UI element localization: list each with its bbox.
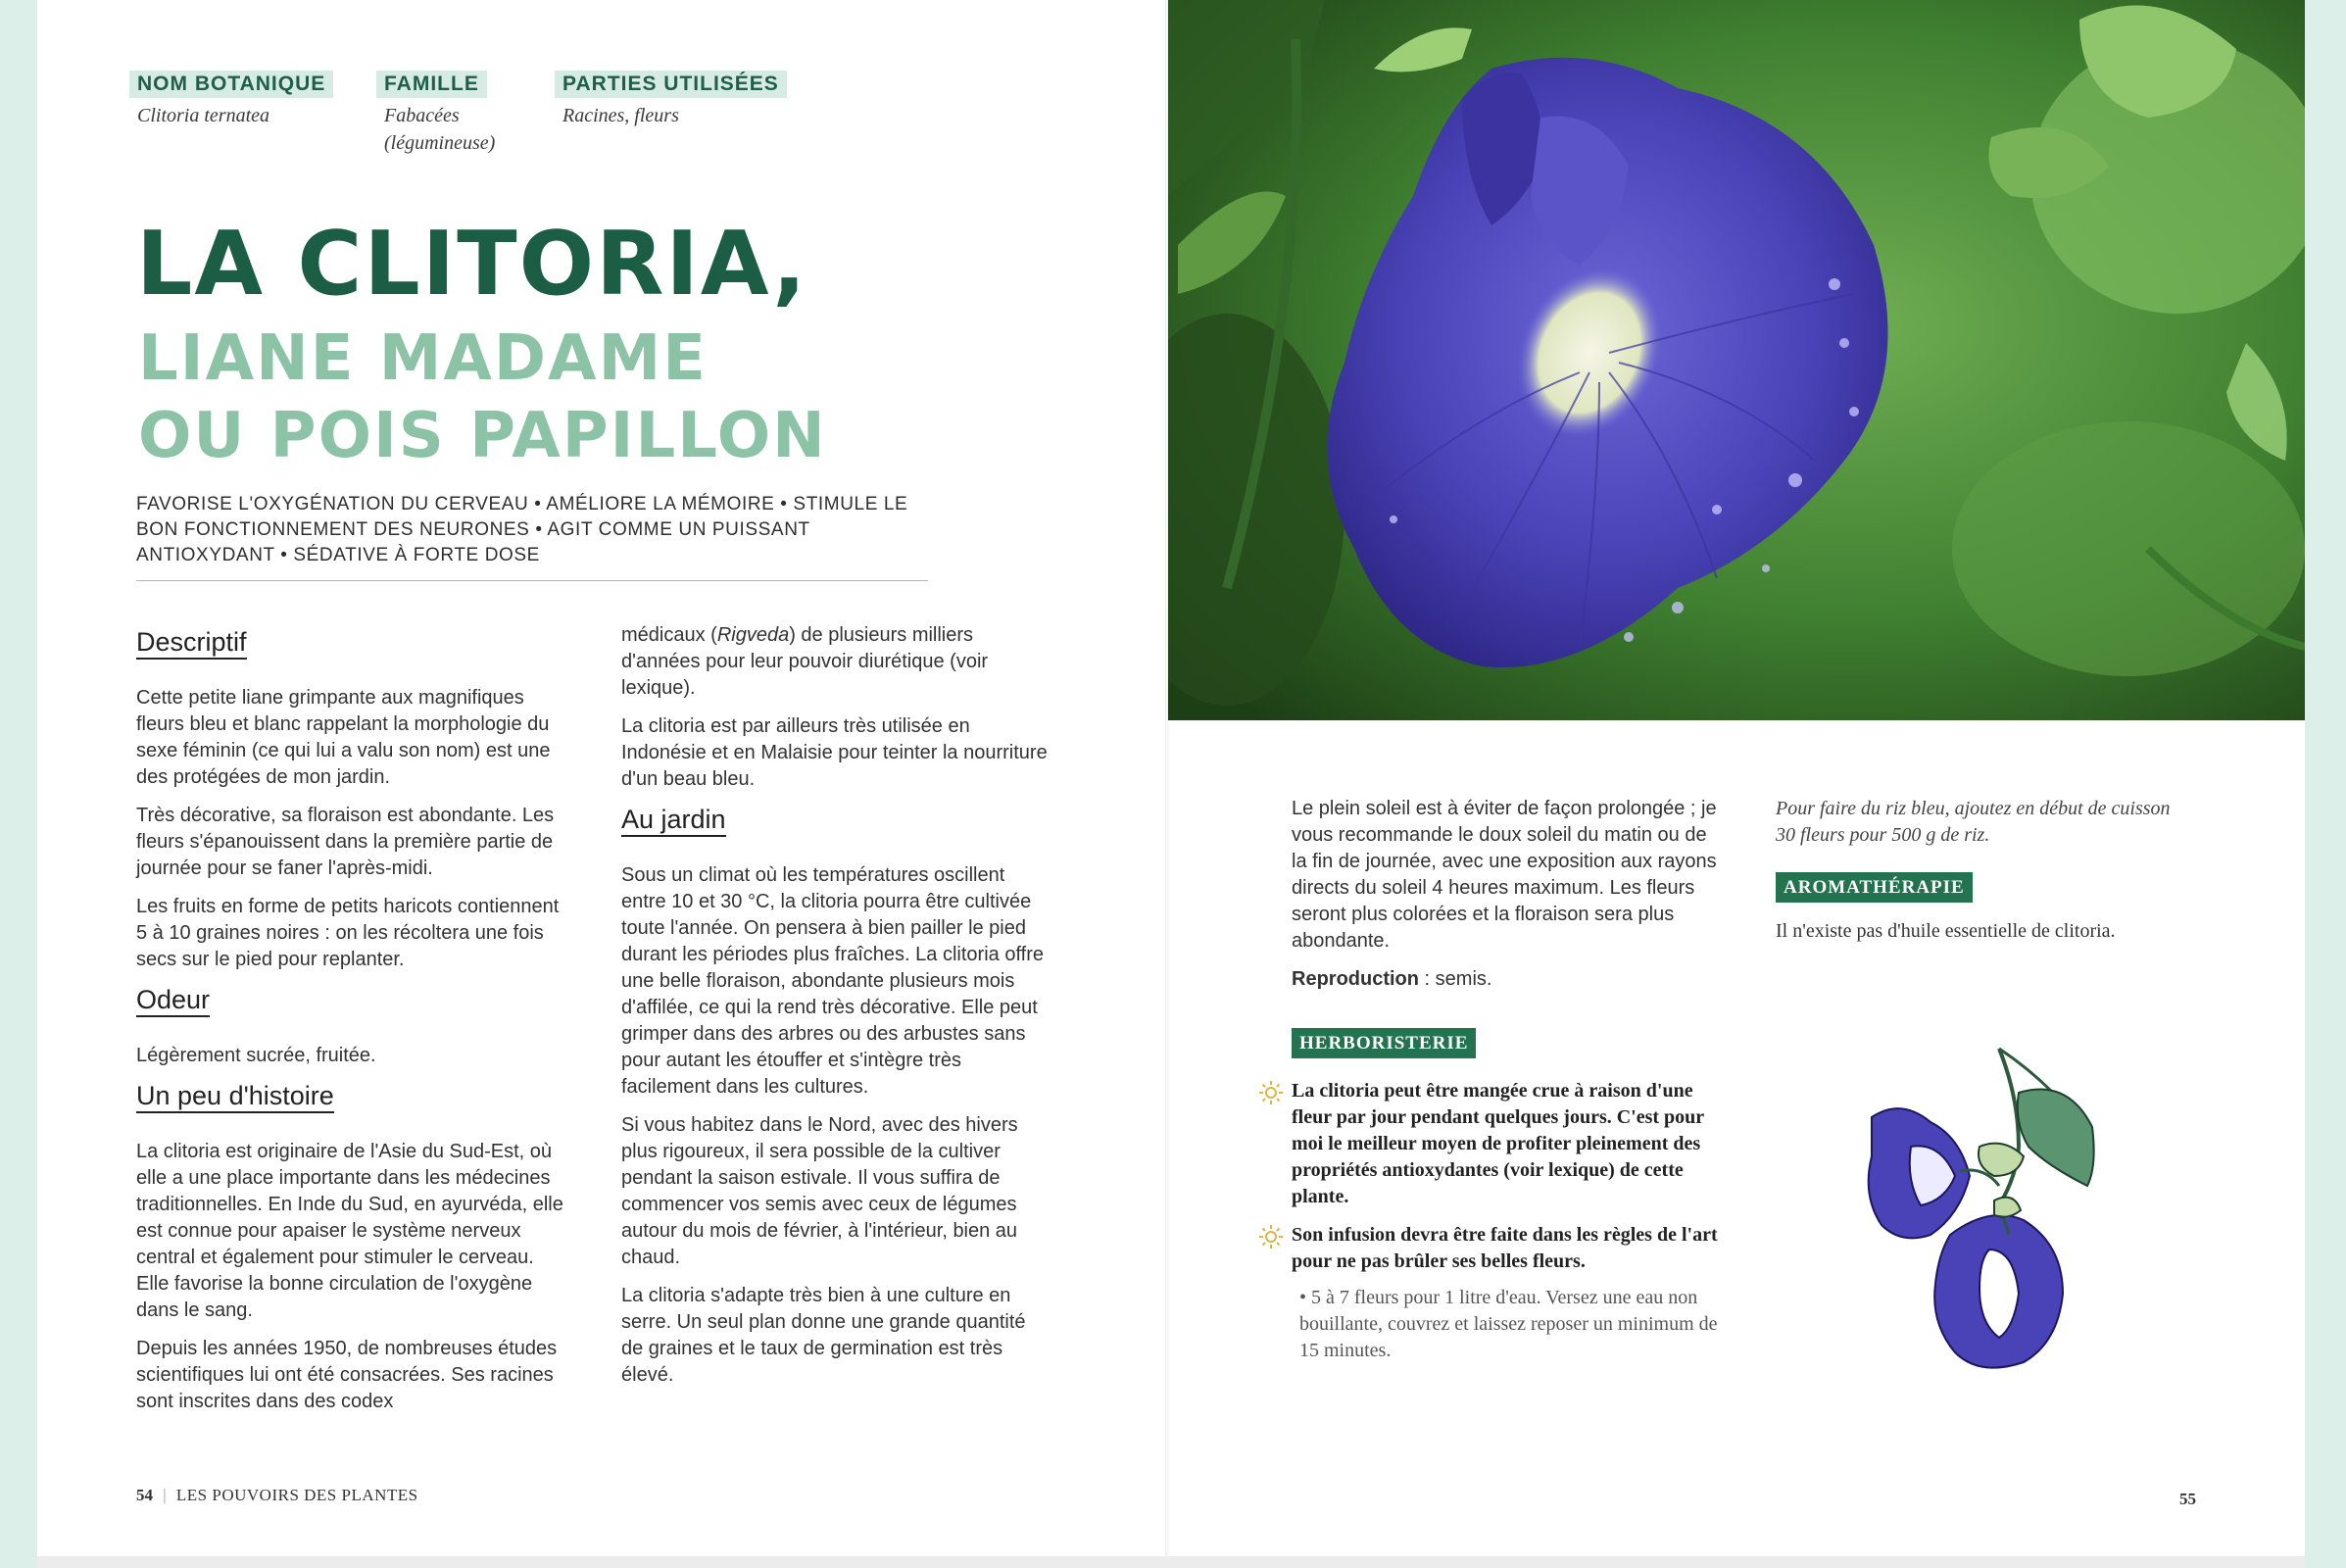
bottom-strip (37, 1556, 2305, 1568)
page-title: LA CLITORIA, (136, 213, 808, 316)
paragraph: Il n'existe pas d'huile essentielle de clitoria. (1776, 920, 2116, 942)
paragraph: Depuis les années 1950, de nombreuses études scientifiques lui ont été consacrées. Ses racines sont inscrites dans des codex (136, 1338, 558, 1412)
flower-photo (1168, 0, 2305, 720)
aromatherapie-tag: AROMATHÉRAPIE (1776, 872, 1973, 903)
bullet-item (1292, 1078, 1723, 1210)
column-1 (136, 627, 567, 1427)
paragraph: médicaux (Rigveda) de plusieurs milliers d'années pour leur pouvoir diurétique (voir lexique). (621, 624, 989, 699)
paragraph: Les fruits en forme de petits haricots contiennent 5 à 10 graines noires : on les récoltera une fois secs sur le pied pour replanter. (136, 896, 560, 970)
meta-value: Clitoria ternatea (137, 105, 269, 126)
paragraph: Le plein soleil est à éviter de façon prolongée ; je vous recommande le doux soleil du matin ou de la fin de journée, avec une exposition aux rayons directs du soleil 4 heures maximum. Les fleurs seront plus colorées et la floraison sera plus abondante. (1292, 798, 1717, 952)
heading-histoire: Un peu d'histoire (136, 1081, 334, 1113)
bullet-item (1292, 1222, 1723, 1275)
book-title: LES POUVOIRS DES PLANTES (175, 1486, 418, 1504)
bullet-text: La clitoria peut être mangée crue à raison d'une fleur par jour pendant quelques jours. C'est pour moi le meilleur moyen de profiter pleinement des propriétés antioxydantes (voir lexique) de cette plante. (1292, 1080, 1704, 1207)
sub-bullet: • 5 à 7 fleurs pour 1 litre d'eau. Versez une eau non bouillante, couvrez et laissez reposer un minimum de 15 minutes. (1299, 1287, 1718, 1361)
paragraph: Cette petite liane grimpante aux magnifiques fleurs bleu et blanc rappelant la morphologie du sexe féminin (ce qui lui a valu son nom) est une des protégées de mon jardin. (136, 687, 551, 788)
column-3 (1292, 796, 1723, 1376)
meta-parts-used (555, 71, 787, 129)
meta-botanical-name (129, 71, 333, 129)
herboristerie-tag: HERBORISTERIE (1292, 1028, 1476, 1058)
meta-label: NOM BOTANIQUE (129, 71, 333, 98)
page-number: 54 (136, 1486, 153, 1504)
flower-illustration (1852, 1039, 2107, 1382)
page-subtitle-line1: LIANE MADAME (138, 322, 708, 395)
heading-descriptif: Descriptif (136, 627, 247, 660)
meta-value: Fabacées (légumineuse) (384, 105, 496, 154)
footer-left: 54 | LES POUVOIRS DES PLANTES (136, 1486, 418, 1504)
sun-icon (1258, 1080, 1284, 1105)
meta-label: PARTIES UTILISÉES (555, 71, 787, 98)
paragraph: La clitoria est par ailleurs très utilisée en Indonésie et en Malaisie pour teinter la nourriture d'un beau bleu. (621, 715, 1048, 790)
meta-value: Racines, fleurs (562, 105, 679, 126)
benefits-summary: FAVORISE L'OXYGÉNATION DU CERVEAU • AMÉLIORE LA MÉMOIRE • STIMULE LE BON FONCTIONNEMENT DES NEURONES • AGIT COMME UN PUISSANT ANTIOXYDANT • SÉDATIVE À FORTE DOSE (136, 494, 908, 565)
heading-jardin: Au jardin (621, 805, 726, 837)
meta-label: FAMILLE (376, 71, 487, 98)
reproduction-line: Reproduction : semis. (1292, 968, 1492, 990)
page-subtitle-line2: OU POIS PAPILLON (138, 400, 827, 472)
riz-bleu-tip: Pour faire du riz bleu, ajoutez en début de cuisson 30 fleurs pour 500 g de riz. (1776, 798, 2171, 846)
paragraph: Légèrement sucrée, fruitée. (136, 1045, 376, 1066)
divider (136, 580, 928, 581)
paragraph: La clitoria est originaire de l'Asie du Sud-Est, où elle a une place importante dans les médecines traditionnelles. En Inde du Sud, en ayurvéda, elle est connue pour apaiser le système nerveux central et également pour stimuler le cerveau. Elle favorise la bonne circulation de l'oxygène dans le sang. (136, 1141, 563, 1321)
paragraph: Très décorative, sa floraison est abondante. Les fleurs s'épanouissent dans la première partie de journée pour se faner l'après-midi. (136, 805, 555, 879)
paragraph: La clitoria s'adapte très bien à une culture en serre. Un seul plan donne une grande quantité de graines et le taux de germination est très élevé. (621, 1285, 1026, 1386)
bullet-text: Son infusion devra être faite dans les règles de l'art pour ne pas brûler ses belles fleurs. (1292, 1224, 1718, 1272)
heading-odeur: Odeur (136, 985, 210, 1017)
page-number-right: 55 (2179, 1490, 2196, 1508)
sun-icon (1258, 1224, 1284, 1250)
column-4 (1776, 796, 2177, 956)
meta-family (376, 71, 523, 157)
column-2 (621, 622, 1052, 1400)
paragraph: Sous un climat où les températures oscillent entre 10 et 30 °C, la clitoria pourra être cultivée toute l'année. On pensera à bien pailler le pied durant les périodes plus fraîches. La clitoria offre une belle floraison, abondante plusieurs mois d'affilée, ce qui la rend très décorative. Elle peut grimper dans des arbres ou des arbustes sans pour autant les étouffer et s'intègre très facilement dans les cultures. (621, 864, 1044, 1098)
paragraph: Si vous habitez dans le Nord, avec des hivers plus rigoureux, il sera possible de la cultiver pendant la saison estivale. Il vous suffira de commencer vos semis avec ceux de légumes autour du mois de février, à l'intérieur, bien au chaud. (621, 1114, 1018, 1268)
